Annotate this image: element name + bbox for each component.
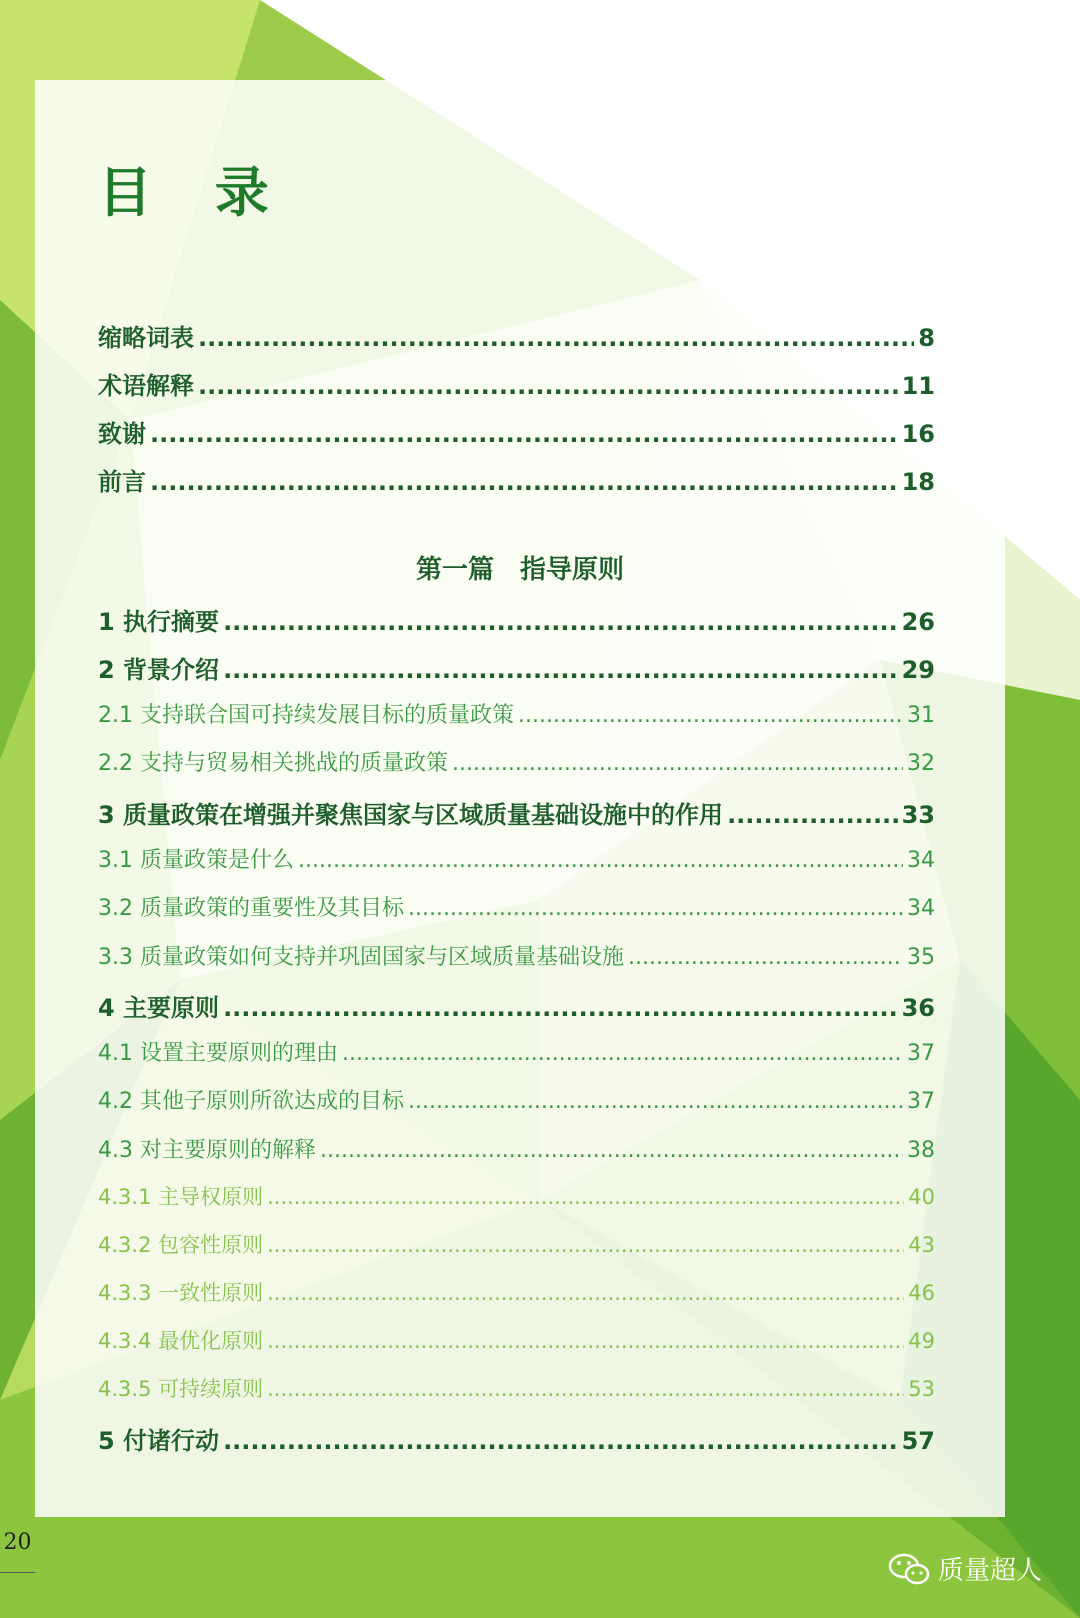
toc-entry[interactable] [98,318,935,354]
toc-entry[interactable] [98,891,935,927]
toc-entry[interactable] [98,366,935,402]
toc-leader-dots [267,1377,904,1401]
toc-leader-dots [408,896,903,921]
toc-entry[interactable] [98,1133,935,1169]
toc-entry-page: 37 [907,1041,935,1066]
toc-entry-page: 37 [907,1089,935,1114]
watermark [888,1550,1042,1587]
toc-entry[interactable] [98,650,935,686]
page-number-rule [0,1572,35,1573]
toc-entry-page: 43 [908,1233,935,1257]
toc-entry-label: 1 执行摘要 [98,608,220,636]
toc-entry-label: 4 主要原则 [98,994,220,1022]
toc-entry-label: 4.3.4 最优化原则 [98,1329,264,1353]
toc-entry-page: 38 [907,1138,935,1163]
toc-leader-dots [223,994,898,1022]
toc-entry-label: 2.1 支持联合国可持续发展目标的质量政策 [98,703,514,728]
toc-entry[interactable] [98,1277,935,1313]
toc-leader-dots [223,608,898,636]
toc-entry-label: 前言 [98,468,146,496]
toc-entry-page: 57 [901,1427,935,1455]
toc-leader-dots [267,1329,904,1353]
toc-entry-page: 46 [908,1281,935,1305]
toc-entry-page: 53 [908,1377,935,1401]
toc-entry-page: 35 [907,945,935,970]
toc-entry[interactable] [98,1181,935,1217]
toc-entry-label: 3.1 质量政策是什么 [98,848,294,873]
toc-entry[interactable] [98,843,935,879]
toc-entry-page: 34 [907,896,935,921]
toc-leader-dots [408,1089,903,1114]
toc-leader-dots [223,656,898,684]
toc-leader-dots [518,703,903,728]
toc-entry[interactable] [98,795,935,831]
toc-leader-dots [342,1041,903,1066]
toc-entry-label: 4.3 对主要原则的解释 [98,1138,316,1163]
toc-leader-dots [628,945,903,970]
toc-leader-dots [298,848,903,873]
toc-leader-dots [198,372,898,400]
page-number: 20 [3,1530,32,1555]
toc-entry[interactable] [98,988,935,1024]
toc-entry[interactable] [98,414,935,450]
toc-entry[interactable] [98,1229,935,1265]
toc-entry-page: 31 [907,703,935,728]
toc-entry-label: 4.3.5 可持续原则 [98,1377,264,1401]
toc-entry[interactable] [98,1373,935,1409]
toc-entry-page: 26 [901,608,935,636]
toc-entry-page: 49 [908,1329,935,1353]
toc-leader-dots [198,324,914,352]
toc-entry-label: 术语解释 [98,372,194,400]
toc-entry-label: 3 质量政策在增强并聚焦国家与区域质量基础设施中的作用 [98,801,724,829]
toc-entry-label: 4.3.2 包容性原则 [98,1233,264,1257]
toc-entry[interactable] [98,602,935,638]
toc-entry-page: 18 [901,468,935,496]
toc-entry[interactable] [98,462,935,498]
toc-entry[interactable] [98,746,935,782]
toc-leader-dots [267,1233,904,1257]
wechat-icon [888,1552,930,1586]
toc-entry-page: 36 [901,994,935,1022]
toc-leader-dots [320,1138,903,1163]
toc-leader-dots [267,1281,904,1305]
toc-entry-page: 16 [901,420,935,448]
toc-leader-dots [452,751,903,776]
toc-entry-label: 缩略词表 [98,324,194,352]
toc-leader-dots [727,801,898,829]
toc-entry-page: 34 [907,848,935,873]
toc-entry-label: 2.2 支持与贸易相关挑战的质量政策 [98,751,448,776]
toc-leader-dots [150,420,898,448]
toc-entry-label: 5 付诸行动 [98,1427,220,1455]
toc-entry-label: 3.2 质量政策的重要性及其目标 [98,896,404,921]
toc-entry-label: 4.3.1 主导权原则 [98,1185,264,1209]
watermark-text: 质量超人 [937,1556,1042,1586]
toc-leader-dots [150,468,898,496]
toc-leader-dots [223,1427,898,1455]
toc-entry-label: 4.1 设置主要原则的理由 [98,1041,338,1066]
toc-entry-label: 4.2 其他子原则所欲达成的目标 [98,1089,404,1114]
toc-leader-dots [267,1185,904,1209]
toc-entry[interactable] [98,1325,935,1361]
toc-entry-label: 3.3 质量政策如何支持并巩固国家与区域质量基础设施 [98,945,624,970]
toc-entry-page: 8 [918,324,935,352]
toc-entry-page: 29 [901,656,935,684]
toc-entry[interactable] [98,1421,935,1457]
toc-entry-page: 33 [901,801,935,829]
toc-entry[interactable] [98,1036,935,1072]
toc-entry[interactable] [98,698,935,734]
page-title: 目 录 [98,161,291,224]
section-heading: 第一篇 指导原则 [415,555,624,585]
toc-entry-page: 40 [908,1185,935,1209]
toc-entry-label: 致谢 [98,420,146,448]
toc-entry-page: 11 [901,372,935,400]
toc-entry-label: 2 背景介绍 [98,656,220,684]
toc-entry-page: 32 [907,751,935,776]
toc-entry[interactable] [98,940,935,976]
toc-entry-label: 4.3.3 一致性原则 [98,1281,264,1305]
toc-entry[interactable] [98,1084,935,1120]
